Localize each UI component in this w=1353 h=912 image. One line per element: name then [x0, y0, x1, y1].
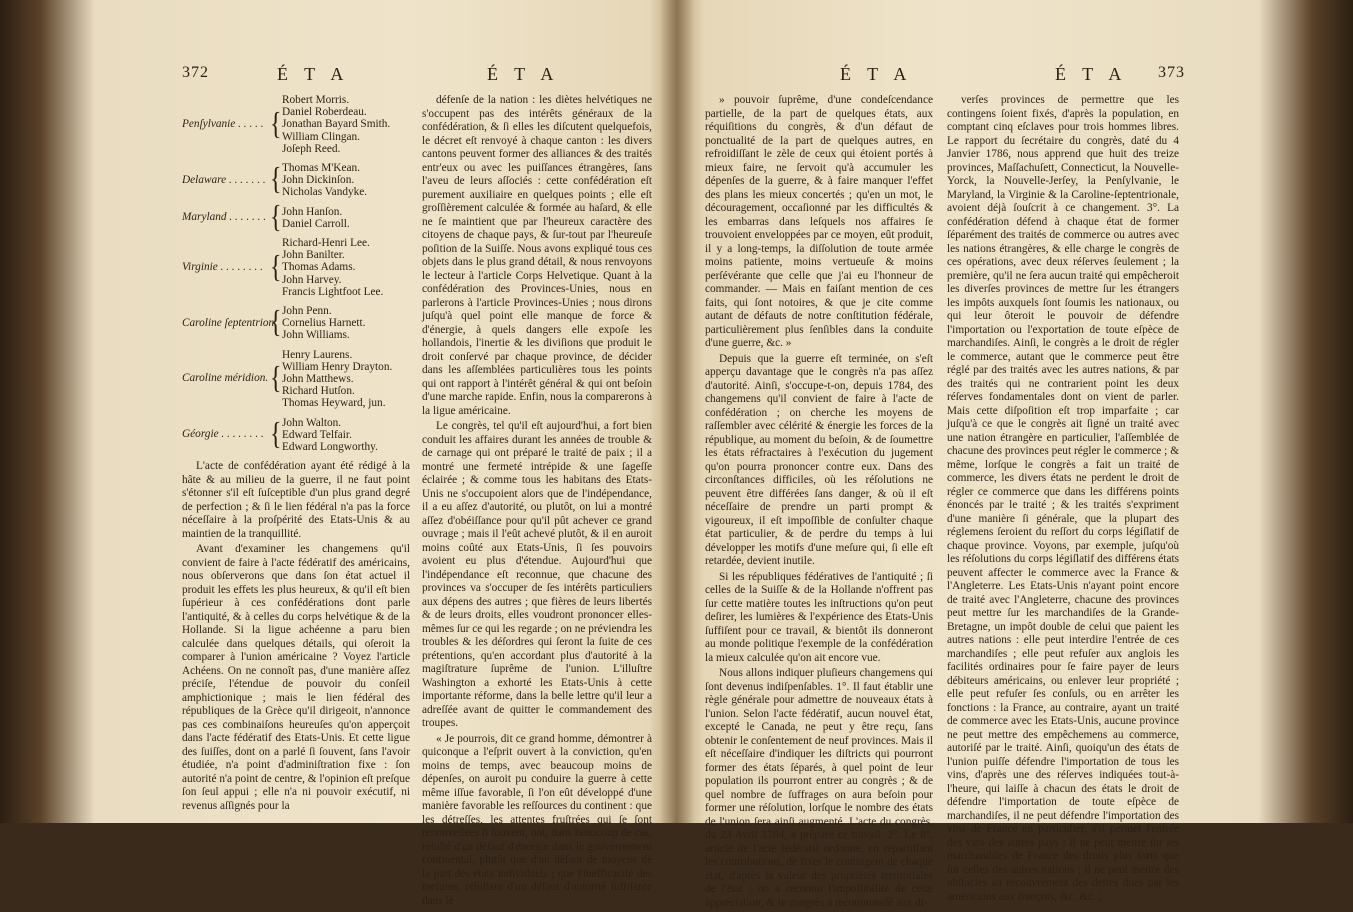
delegate-group [182, 305, 410, 342]
delegate-name: Edward Longworthy. [282, 441, 378, 454]
running-header-left [182, 64, 662, 92]
delegate-name: Cornelius Harnett. [282, 317, 366, 330]
delegate-name: John Penn. [282, 305, 332, 318]
paragraph: défenſe de la nation : les diètes helvétiques ne s'occupent pas des intérêts généraux de la confédération, & ſi elles les diſcutent quelquefois, le décret eſt renvoyé à chaque canton : les divers cantons peuvent former des alliances & des traités entr'eux ou avec les puiſſances étrangères, ſans l'aveu de leurs aſſociés : cette confédération eſt purement auxiliaire en quelques points ; elle eſt groſſièrement calculée & formée au haſard, & elle ne ſe maintient que par l'heureux caractère des citoyens de chaque pays, & ſur-tout par l'heureuſe poſition de la Suiſſe. Nous avons expliqué tous ces objets dans le plus grand détail, & nous renvoyons le lecteur à l'article Corps Helvetique. Quant à la confédération des Provinces-Unies, nous en parlerons à l'article Provinces-Unies ; nous dirons juſqu'à quel point elle manque de force & d'énergie, à quels dangers elle expoſe les hollandois, l'inertie & les diviſions que produit le droit conſervé par chaque province, de décider dans les aſſemblées particulières tous les points qui ont rapport à l'intérêt général & qui ont beſoin d'une marche rapide. Enfin, nous la comparerons à la ligue américaine. [422, 94, 652, 417]
delegate-name: William Clingan. [282, 130, 360, 143]
left-page [182, 54, 662, 907]
delegate-name: John Matthews. [282, 373, 354, 386]
delegate-name: Daniel Roberdeau. [282, 106, 367, 119]
header-title: É T A [487, 64, 560, 84]
delegate-names [282, 417, 378, 454]
paragraph: Nous allons indiquer pluſieurs changemens qui ſont devenus indiſpenſables. 1°. Il faut établir une règle générale pour admettre de nouveaux états à l'union. Selon l'acte fédératif, aucun nouvel état, excepté le Canada, ne peut y être reçu, ſans obtenir le conſentement de neuf provinces. Mais il eſt néceſſaire d'indiquer les diſtricts qui pourront former des états ſéparés, à quel point de leur population ils pourront entrer au congrès ; & de quel nombre de ſuffrages on aura beſoin pour former une réſolution, lorſque le nombre des états de l'union ſera ainſi augmenté. L'acte du congrès, du 23 Avril 1784, a préparé ce travail. 2°. Le 8°. article de l'acte fédératif ordonne, en répartiſſant les contributions, de fixer le contingent de chaque état, d'après la valeur des propriétés territoriales de l'état : on a reconnu l'impoſſibilité de cette appréciation, & le congrès a recommandé aux di- [705, 667, 933, 909]
delegate-name: Richard-Henri Lee. [282, 237, 370, 250]
paragraph: L'acte de confédération ayant été rédigé à la hâte & au milieu de la guerre, il ne faut point s'étonner s'il eſt ſuſceptible d'un plus grand degré de perfection ; & ſi le lien fédéral n'a pas la force néceſſaire à la proſpérité des Etats-Unis & au maintien de la tranquillité. [182, 460, 410, 540]
delegate-names [282, 237, 383, 298]
column-3 [705, 94, 933, 912]
delegate-names [282, 349, 392, 410]
paragraph: Avant d'examiner les changemens qu'il convient de faire à l'acte fédératif des américains, nous obſerverons que dans ſon état actuel il produit les effets les plus heureux, & qu'il eſt bien ſupérieur à ces confédérations dont parle l'antiquité, & à celles du corps helvétique & de la Hollande. Si la ligue achéenne a paru bien calculée dans quelques détails, qui oſeroit la comparer à l'union américaine ? Voyez l'article Achéens. On ne connoît pas, d'une manière aſſez préciſe, l'étendue de pouvoir du conſeil amphictionique ; mais le lien fédéral des républiques de la Grèce qu'il dirigeoit, n'annonce pas ces combinaiſons heureuſes qu'on apperçoit dans l'acte fédératif des Etats-Unis. Et cette ligue des ſuiſſes, dont on a parlé ſi ſouvent, ſans l'avoir étudiée, n'a point d'adminiſtration fixe : ſon autorité n'a point de centre, & l'opinion eſt preſque ſon ſeul appui ; elle n'a ni pouvoir exécutif, ni revenus aſſignés pour la [182, 543, 410, 812]
brace-icon: { [270, 107, 282, 142]
delegate-group [182, 349, 410, 410]
paragraph: Depuis que la guerre eſt terminée, on s'eſt apperçu davantage que le congrès n'a pas aſſez d'autorité. Ainſi, s'occupe-t-on, depuis 1784, des changemens qu'il convient de faire à l'acte de confédération ; on cherche les moyens de raſſembler avec célérité & énergie les forces de la république, au moment du beſoin, & de ſoumettre les états réfractaires à l'exécution du jugement qu'on pourra prononcer contre eux. Dans des circonſtances difficiles, où les réſolutions ne peuvent être différées ſans danger, & où il eſt néceſſaire de prendre un parti prompt & vigoureux, il eſt impoſſible de conſulter chaque état particulier, & de perdre du temps à lui développer les motifs d'une meſure qui, ſi elle eſt retardée, devient inutile. [705, 352, 933, 567]
delegate-name: Jonathan Bayard Smith. [282, 118, 391, 131]
column-4-text [947, 94, 1179, 904]
state-name: Virginie . . . . . . . . [182, 260, 263, 273]
brace-icon: { [270, 200, 282, 235]
delegate-name: Thomas M'Kean. [282, 162, 360, 175]
column-4 [947, 94, 1179, 906]
brace-icon: { [270, 250, 282, 285]
header-title: É T A [277, 64, 350, 84]
paragraph: » pouvoir ſuprême, d'une condeſcendance partielle, de la part de quelques états, aux réquiſitions du congrès, & d'un défaut de ponctualité de la part de quelques autres, en refroidiſſant le zèle de ceux qui étoient portés à mieux faire, ne ſervoit qu'à accumuler les dépenſes de la guerre, & à faire manquer l'effet des plans les mieux concertés ; qu'en un mot, le découragement, occaſionné par les difficultés & les embarras dans leſquels nos affaires ſe trouvoient enveloppées par ce moyen, eût produit, il y a long-temps, la diſſolution de toute armée moins patiente, moins vertueuſe & moins perſévérante que celle que j'ai eu l'honneur de commander. — Mais en faiſant mention de ces faits, qui ſont notoires, & que je cite comme autant de défauts de notre conſtitution fédérale, particulièrement plus ſenſibles dans la conduite d'une guerre, &c. » [705, 94, 933, 349]
column-2-text [422, 94, 652, 908]
delegate-name: John Harvey. [282, 273, 342, 286]
delegate-name: Daniel Carroll. [282, 217, 350, 230]
column-1-text [182, 460, 410, 813]
paragraph: verſes provinces de permettre que les contingens ſoient fixés, d'après la population, en comptant cinq eſclaves pour trois hommes libres. Le rapport du ſecrétaire du congrès, daté du 4 Janvier 1786, nous apprend que huit des treize provinces, Maſſachuſett, Connecticut, la Nouvelle-Yorck, la Nouvelle-Jerſey, la Penſylvanie, le Maryland, la Virginie & la Caroline-ſeptentrionale, avoient déjà ſouſcrit à ce changement. 3°. La confédération défend à chaque état de former ſéparément des traités de commerce ou autres avec les nations étrangères, & elle charge le congrès de ces opérations, avec deux réſerves ſeulement ; la première, qu'il ne ſera aucun traité qui empêcheroit les diverſes provinces de mettre ſur les étrangers les impôts auxquels ſont ſoumis les nationaux, ou qui leur ôteroit le pouvoir de défendre l'importation ou l'exportation de toute eſpèce de marchandiſes. Ainſi, le congrès a le droit de régler le commerce, autant que le commerce peut être réglé par des traités avec les autres nations, & par des traités qui ne contrarient point les deux réſerves fondamentales dont on vient de parler. Mais cette diſpoſition eſt trop imparfaite ; car juſqu'à ce que le congrès ait ſigné un traité avec une nation étrangère en particulier, l'aſſemblée de chacune des provinces peut régler le commerce ; & même, lorſque le congrès a fait un traité de commerce, les divers états ne perdent le droit de régler ce commerce que dans les différens points énoncés par le traité ; & les traités s'expriment d'une manière ſi générale, que la plupart des réglemens ſeroient du reſſort du corps légiſlatif de chaque province. Voyons, par exemple, juſqu'où les réſolutions du corps légiſlatif des différens états peuvent affecter le commerce avec la France & l'Angleterre. Les Etats-Unis n'ayant point encore de traité avec l'Angleterre, chacune des provinces peut mettre ſur les marchandiſes de la Grande-Bretagne, un impôt double de celui que paient les autres nations : elle peut interdire l'entrée de ces marchandiſes ; elle peut refuſer aux anglois les facilités ordinaires pour ſe faire payer de leurs débiteurs américains, ou enlever leur propriété ; elle peut refuſer ſes conſuls, ou en arrêter les fonctions : la France, au contraire, ayant un traité de commerce avec les Etats-Unis, aucune province ne peut mettre des empêchemens au commerce, autoriſé par le traité. Ainſi, quoiqu'un des états de l'union puiſſe défendre l'importation de tous les vins, d'après une des réſerves indiquées tout-à-l'heure, qui laiſſe à chacun des états le droit de défendre l'importation de toute eſpèce de marchandiſes, il ne peut défendre l'importation des vins de France en particulier, s'il permet l'entrée des vins des autres pays : il ne peut mettre ſur les marchandiſes de France des droits plus forts que ſur celles des autres nations ; il ne peut mettre des obſtacles au recouvrement des dettes dues par les américains aux françois, &c. &c. ; [947, 94, 1179, 903]
header-title: É T A [840, 64, 913, 84]
brace-icon: { [270, 362, 282, 397]
state-name: Géorgie . . . . . . . . [182, 428, 264, 441]
delegate-group [182, 417, 410, 454]
state-name: Delaware . . . . . . . [182, 173, 266, 186]
delegate-name: Henry Laurens. [282, 348, 353, 361]
brace-icon: { [270, 306, 282, 341]
delegate-name: Nicholas Vandyke. [282, 186, 368, 199]
delegate-names [282, 206, 350, 230]
delegate-names [282, 94, 390, 155]
delegate-group [182, 200, 410, 235]
paragraph: « Je pourrois, dit ce grand homme, démontrer à quiconque a l'eſprit ouvert à la conviction, qu'en moins de temps, avec beaucoup moins de dépenſes, on auroit pu conduire la guerre à cette même iſſue favorable, ſi l'on eût développé d'une manière favorable les reſſources du continent : que les détreſſes, les attentes fruſtrées qui ſe ſont renouvellées ſi ſouvent, ont, dans beaucoup de cas, réſulté d'un défaut d'énergie dans le gouvernement continental, plutôt que d'un défaut de moyens de la part des états individuels ; que l'inefficacité des meſures, réſultant d'un défaut d'autorité ſuffiſante dans le [422, 732, 652, 907]
state-name: Caroline méridion. [182, 372, 269, 385]
delegate-name: John Banilter. [282, 249, 345, 262]
right-page [705, 54, 1185, 909]
delegate-name: John Walton. [282, 416, 342, 429]
delegate-name: Thomas Adams. [282, 261, 356, 274]
delegate-name: Joſeph Reed. [282, 142, 341, 155]
delegate-list [182, 94, 410, 453]
delegate-name: Francis Lightfoot Lee. [282, 285, 384, 298]
delegate-name: John Hanſon. [282, 205, 343, 218]
delegate-name: Thomas Heyward, jun. [282, 397, 386, 410]
delegate-name: Richard Hutſon. [282, 385, 355, 398]
delegate-group [182, 237, 410, 298]
header-title: É T A [1055, 64, 1128, 84]
column-2 [422, 94, 652, 910]
page-number: 373 [1158, 64, 1185, 81]
column-1 [182, 94, 410, 815]
delegate-names [282, 162, 367, 199]
brace-icon: { [270, 163, 282, 198]
delegate-group [182, 94, 410, 155]
paragraph: Le congrès, tel qu'il eſt aujourd'hui, a fort bien conduit les affaires durant les années de trouble & de carnage qui ont préparé le traité de paix ; il a montré une fermeté intrépide & une ſageſſe éclairée ; & comme tous les habitans des Etats-Unis ne s'occupoient alors que de l'indépendance, il a eu aſſez d'autorité, ou plutôt, on lui a montré aſſez d'obéiſſance pour qu'il pût achever ce grand ouvrage ; mais il l'eût achevé plutôt, & il en auroit moins coûté aux Etats-Unis, ſi ſes pouvoirs avoient eu plus d'étendue. Aujourd'hui que l'indépendance eſt reconnue, que chacune des provinces va s'occuper de ſes intérêts particuliers aux dépens des autres ; que fières de leurs libertés & de leurs droits, elles voudront prononcer elles-mêmes ſur ce qui les regarde ; on ne préviendra les troubles & les déſordres qui ſeront la ſuite de ces prétentions, qu'en accordant plus d'autorité à la magiſtrature ſuprême de l'union. L'illuſtre Washington a exhorté les Etats-Unis à cette importante réforme, dans la belle lettre qu'il leur a adreſſée avant de quitter le commandement des troupes. [422, 420, 652, 729]
running-header-right [705, 64, 1185, 92]
state-name: Maryland . . . . . . . [182, 211, 267, 224]
paragraph: Si les républiques fédératives de l'antiquité ; ſi celles de la Suiſſe & de la Hollande n'offrent pas ſur cette matière toutes les inſtructions qu'on peut deſirer, les lumières & l'expérience des Etats-Unis ſuffiſent pour ce travail, & bientôt ils donneront au monde politique l'exemple de la confédération la mieux calculée qu'on ait encore vue. [705, 570, 933, 664]
delegate-name: John Williams. [282, 329, 350, 342]
delegate-names [282, 305, 365, 342]
page-number: 372 [182, 64, 209, 81]
delegate-name: Edward Telfair. [282, 428, 352, 441]
delegate-name: Robert Morris. [282, 94, 350, 106]
state-name: Caroline ſeptentrion. [182, 316, 277, 329]
delegate-name: John Dickinſon. [282, 174, 355, 187]
delegate-group [182, 162, 410, 199]
state-name: Penſylvanie . . . . . [182, 117, 264, 130]
brace-icon: { [270, 418, 282, 452]
delegate-name: William Henry Drayton. [282, 360, 393, 373]
gutter [660, 0, 694, 823]
column-3-text [705, 94, 933, 910]
